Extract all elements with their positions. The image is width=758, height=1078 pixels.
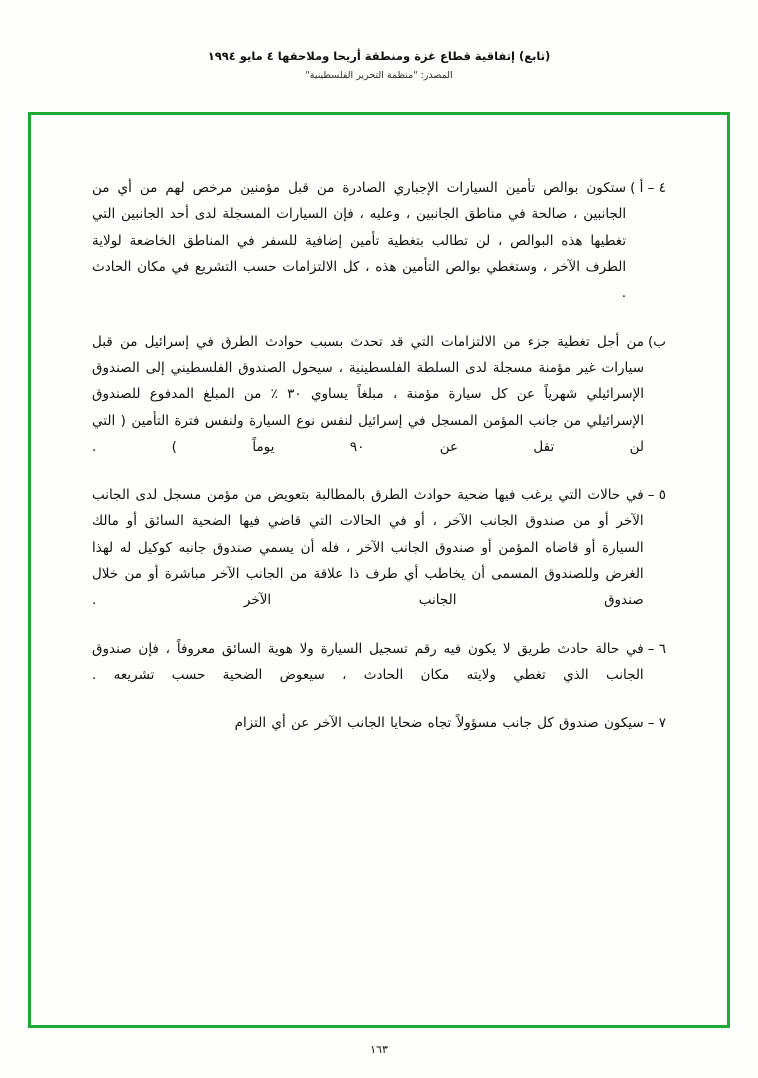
document-title: (تابع) إتفاقية قطاع غزة ومنطقة أريحا وملاحقها ٤ مايو ١٩٩٤ xyxy=(207,49,551,63)
paragraph xyxy=(92,175,666,307)
paragraph-marker: ٦ – xyxy=(647,640,666,657)
paragraph-marker: ٥ – xyxy=(647,487,666,504)
document-source: المصدر: "منظمة التحرير الفلسطينية" xyxy=(305,70,453,82)
paragraph-text: ستكون بوالص تأمين السيارات الإجباري الصادرة من قبل مؤمنين مرخص لهم من أي من الجانبين ، صالحة في مناطق الجانبين ، وعليه ، فإن السيارات المسجلة لدى أحد الجانبين التي تغطيها هذه البوالص ، لن تطالب بتغطية تأمين إضافية للسفر في المناطق الخاضعة لولاية الطرف الآخر ، وستغطي بوالص التأمين هذه ، كل الالتزامات حسب التشريع في مكان الحادث . xyxy=(92,180,627,302)
document-body xyxy=(92,175,666,737)
paragraph-text: في حالات التي يرغب فيها ضحية حوادث الطرق بالمطالبة بتعويض من مؤمن مسجل لدى الجانب الآخر أو من صندوق الجانب الآخر ، أو في الحالات التي قاضي فيها الضحية السائق أو مالك السيارة أو قاضاه المؤمن أو صندوق الجانب الآخر ، فله أن يسمي صندوق جانبه كوكيل له لهذا الغرض وللصندوق المسمى أن يخاطب أي طرف ذا علاقة من الجانب الآخر مباشرة أو من خلال صندوق الجانب الآخر . xyxy=(92,487,644,609)
paragraph-marker: ٤ – أ ) xyxy=(630,180,666,196)
paragraph-marker: ٧ – xyxy=(647,715,666,732)
paragraph xyxy=(92,710,666,736)
page-number: ١٦٣ xyxy=(370,1043,388,1056)
page-header xyxy=(0,48,758,81)
paragraph xyxy=(92,482,666,614)
paragraph-text: سيكون صندوق كل جانب مسؤولاً تجاه ضحايا الجانب الآخر عن أي التزام xyxy=(234,715,644,732)
paragraph xyxy=(92,636,666,689)
paragraph-marker: ب) xyxy=(648,333,666,350)
paragraph-text: في حالة حادث طريق لا يكون فيه رقم تسجيل السيارة ولا هوية السائق معروفاً ، فإن صندوق الجانب الذي تغطي ولايته مكان الحادث ، سيعوض الضحية حسب تشريعه . xyxy=(92,640,644,683)
paragraph-text: من أجل تغطية جزء من الالتزامات التي قد تحدث بسبب حوادث الطرق في إسرائيل من قبل سيارات غير مؤمنة مسجلة لدى السلطة الفلسطينية ، سيحول الصندوق الفلسطيني إلى الصندوق الإسرائيلي شهرياً عن كل سيارة مؤمنة ، مبلغاً يساوي ٣٠ ٪ من المبلغ المدفوع للصندوق الإسرائيلي من جانب المؤمن المسجل في إسرائيل لنفس نوع السيارة ولنفس فترة التأمين ( التي لن تقل عن ٩٠ يوماً ) . xyxy=(92,333,645,455)
paragraph xyxy=(92,329,666,461)
